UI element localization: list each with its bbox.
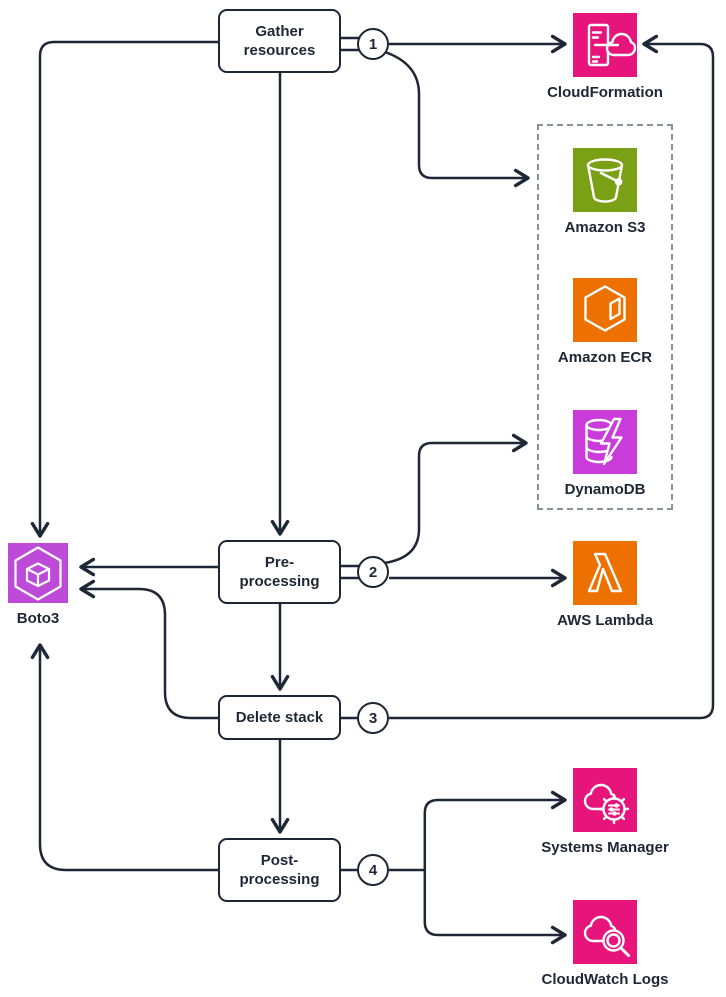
sdk-boto3 bbox=[0, 543, 128, 627]
lambda-icon bbox=[573, 541, 637, 605]
systems-manager-icon bbox=[573, 768, 637, 832]
step-number: 1 bbox=[368, 35, 378, 53]
step-circle-1 bbox=[357, 28, 389, 60]
step-number: 4 bbox=[368, 861, 378, 879]
service-aws-lambda bbox=[515, 541, 695, 629]
service-label: AWS Lambda bbox=[557, 612, 653, 629]
step-circle-4 bbox=[357, 854, 389, 886]
ecr-container-icon bbox=[573, 278, 637, 342]
boto3-icon bbox=[8, 543, 68, 603]
process-label: Delete stack bbox=[235, 708, 324, 726]
s3-bucket-icon bbox=[573, 148, 637, 212]
cloudwatch-logs-icon bbox=[573, 900, 637, 964]
process-box-postprocessing bbox=[218, 838, 341, 902]
process-label: Gather resources bbox=[243, 22, 316, 59]
service-label: Systems Manager bbox=[541, 839, 669, 856]
step-circle-2 bbox=[357, 556, 389, 588]
step-circle-3 bbox=[357, 702, 389, 734]
service-dynamodb bbox=[515, 410, 695, 498]
process-label: Pre-processing bbox=[239, 553, 320, 590]
service-label: CloudWatch Logs bbox=[541, 971, 669, 988]
sdk-label: Boto3 bbox=[16, 610, 60, 627]
service-amazon-ecr bbox=[515, 278, 695, 366]
service-systems-manager bbox=[515, 768, 695, 856]
cloudformation-icon bbox=[573, 13, 637, 77]
process-box-delete-stack bbox=[218, 695, 341, 740]
edge-step2-to-dynamodb bbox=[384, 443, 526, 563]
process-label: Post-processing bbox=[239, 851, 320, 888]
service-label: CloudFormation bbox=[547, 84, 663, 101]
service-cloudformation bbox=[515, 13, 695, 101]
step-number: 2 bbox=[368, 563, 378, 581]
edge-step1-to-s3 bbox=[385, 52, 528, 178]
step-number: 3 bbox=[368, 709, 378, 727]
process-box-gather-resources bbox=[218, 9, 341, 73]
edge-postprocessing-to-boto3 bbox=[40, 645, 218, 870]
process-box-preprocessing bbox=[218, 540, 341, 604]
service-label: Amazon S3 bbox=[564, 219, 646, 236]
edge-gather-to-boto3 bbox=[40, 42, 218, 536]
service-amazon-s3 bbox=[515, 148, 695, 236]
service-label: DynamoDB bbox=[564, 481, 646, 498]
service-cloudwatch-logs bbox=[515, 900, 695, 988]
service-label: Amazon ECR bbox=[557, 349, 653, 366]
dynamodb-icon bbox=[573, 410, 637, 474]
